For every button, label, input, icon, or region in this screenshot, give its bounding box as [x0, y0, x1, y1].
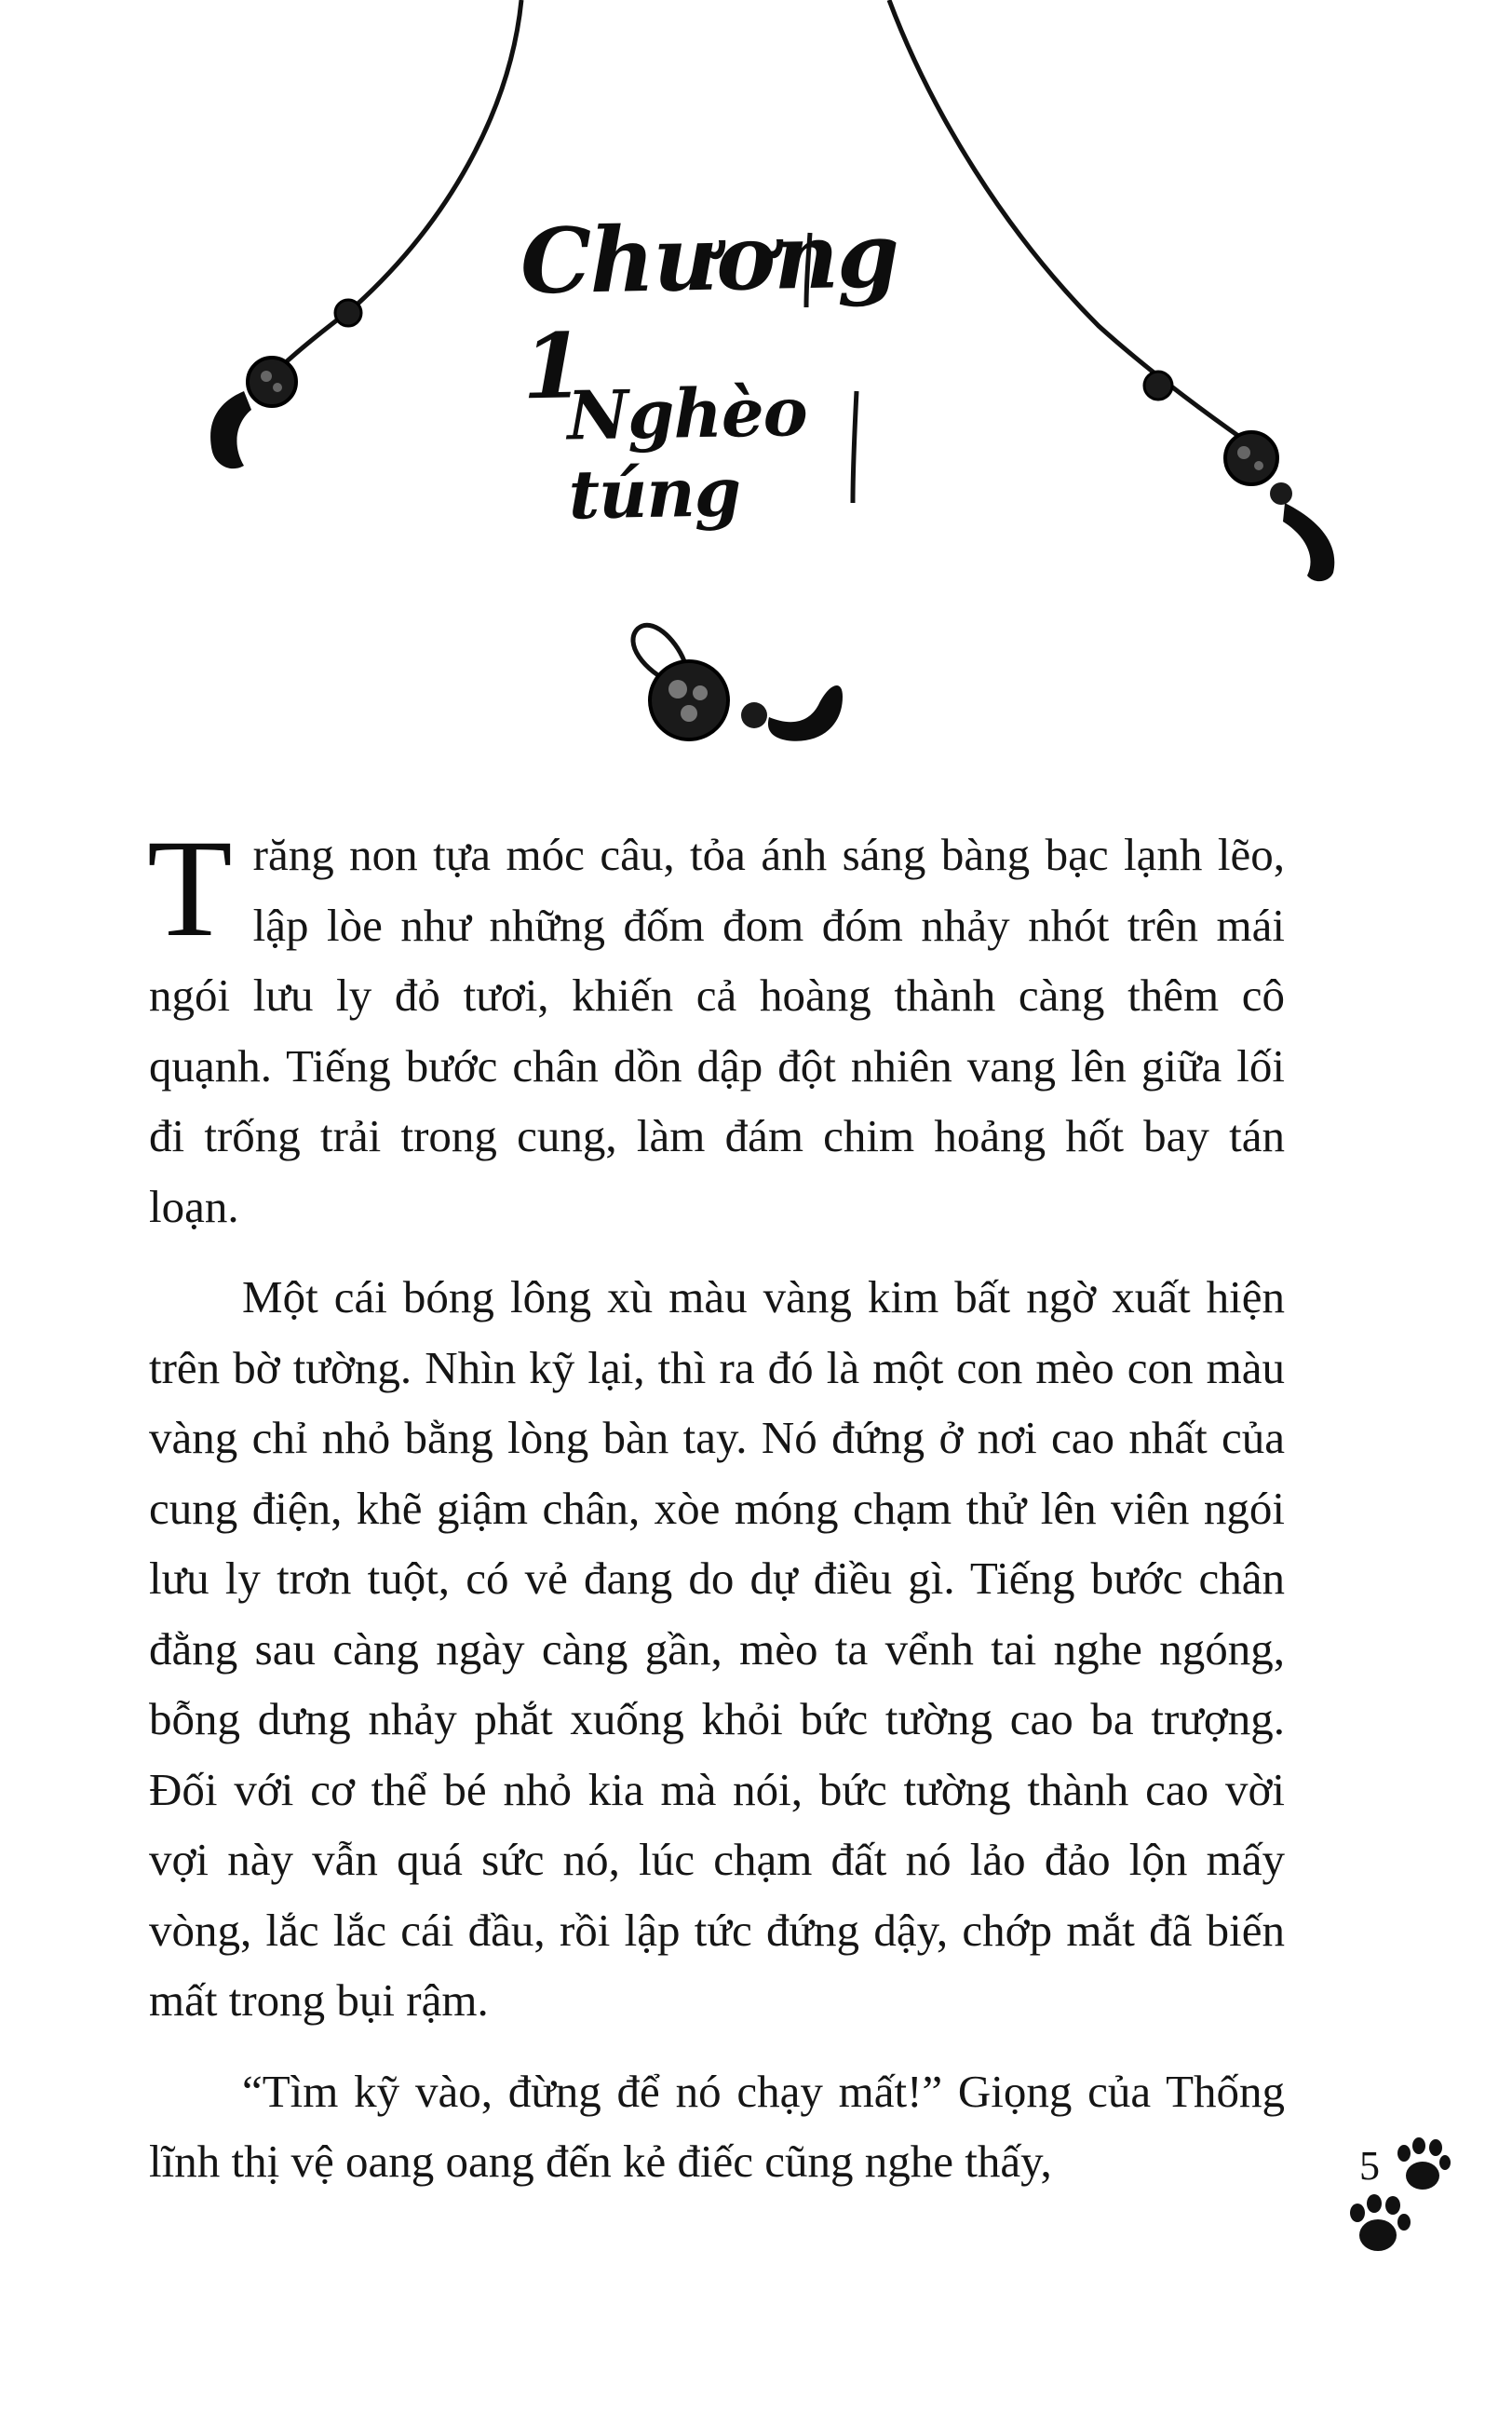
paragraph: Một cái bóng lông xù màu vàng kim bất ngờ xuất hiện trên bờ tường. Nhìn kỹ lại, thì ra đó là một con mèo con màu vàng chỉ nhỏ bằng lòng bàn tay. Nó đứng ở nơi cao nhất của cung điện, khẽ giậm chân, xòe móng chạm thử lên viên ngói lưu ly trơn tuột, có vẻ đang do dự điều gì. Tiếng bước chân đằng sau càng ngày càng gần, mèo ta vểnh tai nghe ngóng, bỗng dưng nhảy phắt xuống khỏi bức tường cao ba trượng. Đối với cơ thể bé nhỏ kia mà nói, bức tường thành cao vời vợi này vẫn quá sức nó, lúc chạm đất nó lảo đảo lộn mấy vòng, lắc lắc cái đầu, rồi lập tức đứng dậy, chớp mắt đã biến mất trong bụi rậm.	[149, 1271, 1285, 2026]
chapter-subtitle: Nghèo túng	[566, 372, 808, 535]
left-hanging-ornament-icon	[210, 0, 521, 468]
chapter-title: Chương 1	[520, 202, 898, 420]
paw-print-icon	[1397, 2137, 1451, 2190]
page-number: 5	[1359, 2143, 1380, 2189]
drop-cap: T	[147, 811, 233, 966]
paragraph: “Tìm kỹ vào, đừng để nó chạy mất!” Giọng của Thống lĩnh thị vệ oang oang đến kẻ điếc cũng nghe thấy,	[149, 2065, 1285, 2187]
paw-print-icon	[1350, 2194, 1411, 2251]
center-bead-ornament-icon	[633, 625, 843, 741]
paragraph-text: răng non tựa móc câu, tỏa ánh sáng bàng bạc lạnh lẽo, lập lòe như những đốm đom đóm nhảy nhót trên mái ngói lưu ly đỏ tươi, khiến cả hoàng thành càng thêm cô quạnh. Tiếng bước chân dồn dập đột nhiên vang lên giữa lối đi trống trải trong cung, làm đám chim hoảng hốt bay tán loạn.	[149, 829, 1285, 1232]
chapter-body	[147, 811, 1285, 2217]
paragraph	[147, 811, 1285, 1241]
